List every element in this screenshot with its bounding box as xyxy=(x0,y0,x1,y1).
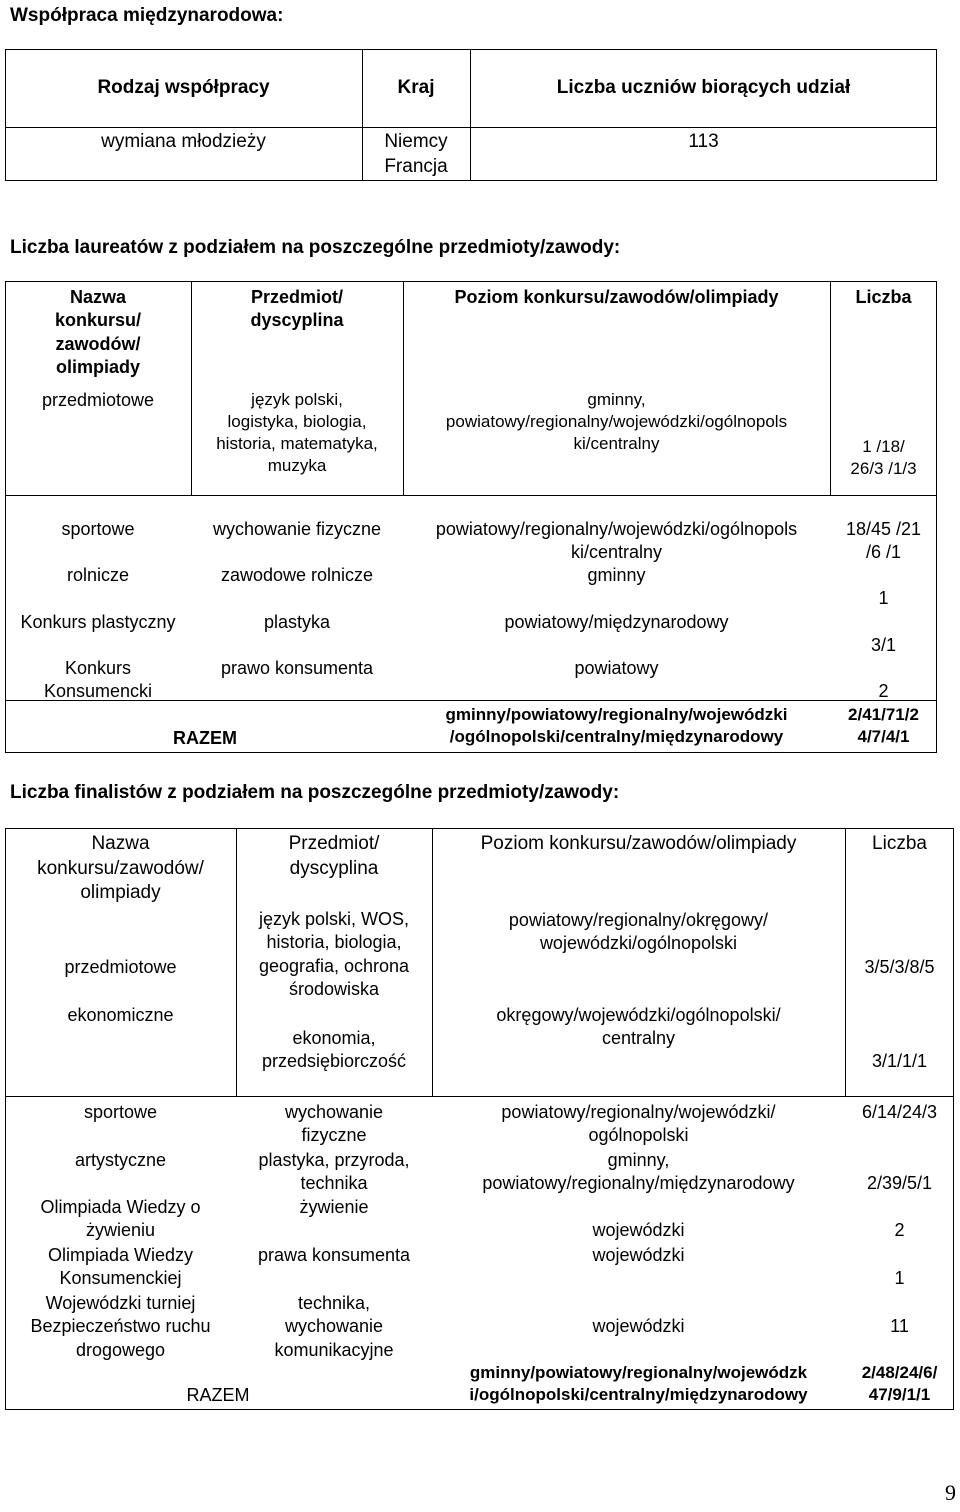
laureates-row-subject: prawo konsumenta xyxy=(220,658,374,678)
laureates-header-name: Nazwa konkursu/ zawodów/ olimpiady xyxy=(54,287,142,378)
finalists-header-subject: Przedmiot/ dyscyplina xyxy=(288,833,380,879)
finalists-row-subject: ekonomia, przedsiębiorczość xyxy=(261,1028,407,1072)
laureates-row-name: rolnicze xyxy=(66,565,130,585)
finalists-row-count: 3/1/1/1 xyxy=(871,1051,928,1071)
header-student-count: Liczba uczniów biorących udział xyxy=(556,77,851,98)
laureates-row-count: 3/1 xyxy=(870,635,897,655)
finalists-row-level: gminny, powiatowy/regionalny/międzynarodowy xyxy=(482,1150,795,1194)
laureates-row-name: Konkurs plastyczny xyxy=(20,612,176,632)
header-country: Kraj xyxy=(397,77,435,98)
laureates-row-name: przedmiotowe xyxy=(41,390,155,410)
laureates-header-subject: Przedmiot/ dyscyplina xyxy=(250,287,344,331)
laureates-row-level: gminny, powiatowy/regionalny/wojewódzki/ogólnopols ki/centralny xyxy=(445,390,788,454)
finalists-row-count: 6/14/24/3 xyxy=(861,1102,938,1122)
laureates-row-count: 2 xyxy=(878,681,889,701)
header-cooperation-type: Rodzaj współpracy xyxy=(97,77,270,98)
finalists-row-name: artystyczne xyxy=(74,1150,167,1170)
finalists-header-count: Liczba xyxy=(872,833,927,854)
finalists-row-level: okręgowy/wojewódzki/ogólnopolski/ centralny xyxy=(496,1005,781,1049)
finalists-row-name: Olimpiada Wiedzy o żywieniu xyxy=(40,1197,201,1241)
cooperation-table xyxy=(5,49,937,181)
laureates-row-level: powiatowy xyxy=(574,658,659,678)
finalists-row-subject: żywienie xyxy=(299,1197,369,1217)
finalists-row-subject: język polski, WOS, historia, biologia, geografia, ochrona środowiska xyxy=(258,909,410,1000)
laureates-row-subject: wychowanie fizyczne xyxy=(212,519,382,539)
laureates-row-count: 1 /18/ 26/3 /1/3 xyxy=(850,437,917,479)
finalists-row-subject: prawa konsumenta xyxy=(257,1245,411,1265)
cell-student-count: 113 xyxy=(688,131,719,152)
laureates-total-count: 2/41/71/2 4/7/4/1 xyxy=(848,705,919,747)
finalists-total-label: RAZEM xyxy=(186,1385,250,1405)
finalists-row-name: przedmiotowe xyxy=(64,957,177,977)
section-heading-finalists: Liczba finalistów z podziałem na poszczególne przedmioty/zawody: xyxy=(10,782,620,803)
finalists-row-count: 2/39/5/1 xyxy=(866,1173,933,1193)
laureates-row-subject: język polski, logistyka, biologia, historia, matematyka, muzyka xyxy=(216,390,378,476)
finalists-row-subject: wychowanie fizyczne xyxy=(284,1102,384,1146)
finalists-row-count: 3/5/3/8/5 xyxy=(864,957,935,977)
finalists-row-count: 2 xyxy=(894,1220,905,1240)
laureates-row-subject: zawodowe rolnicze xyxy=(220,565,374,585)
laureates-total-label: RAZEM xyxy=(173,728,237,748)
laureates-row-level: gminny xyxy=(587,565,646,585)
finalists-row-name: ekonomiczne xyxy=(67,1005,174,1025)
finalists-row-subject: plastyka, przyroda, technika xyxy=(258,1150,410,1194)
finalists-row-name: Olimpiada Wiedzy Konsumenckiej xyxy=(47,1245,194,1289)
finalists-row-level: wojewódzki xyxy=(592,1316,685,1336)
finalists-total-level: gminny/powiatowy/regionalny/wojewódzk i/ogólnopolski/centralny/międzynarodowy xyxy=(469,1363,808,1405)
cell-cooperation-type: wymiana młodzieży xyxy=(101,131,266,152)
laureates-row-subject: plastyka xyxy=(263,612,331,632)
page-number: 9 xyxy=(945,1480,956,1506)
laureates-row-name: sportowe xyxy=(61,519,135,539)
finalists-header-level: Poziom konkursu/zawodów/olimpiady xyxy=(480,833,797,854)
laureates-header-count: Liczba xyxy=(855,287,912,307)
finalists-row-level: wojewódzki xyxy=(592,1220,685,1240)
section-heading-laureates: Liczba laureatów z podziałem na poszczególne przedmioty/zawody: xyxy=(10,237,621,258)
finalists-row-level: wojewódzki xyxy=(592,1245,685,1265)
laureates-row-level: powiatowy/regionalny/wojewódzki/ogólnopols ki/centralny xyxy=(435,519,798,563)
laureates-row-name: Konkurs Konsumencki xyxy=(43,658,153,702)
finalists-row-name: Wojewódzki turniej Bezpieczeństwo ruchu drogowego xyxy=(30,1293,211,1360)
finalists-row-name: sportowe xyxy=(83,1102,158,1122)
finalists-row-level: powiatowy/regionalny/wojewódzki/ ogólnopolski xyxy=(501,1102,776,1146)
finalists-total-count: 2/48/24/6/ 47/9/1/1 xyxy=(861,1363,938,1405)
finalists-header-name: Nazwa konkursu/zawodów/ olimpiady xyxy=(37,833,204,904)
laureates-row-count: 1 xyxy=(878,588,889,608)
finalists-row-level: powiatowy/regionalny/okręgowy/ wojewódzki/ogólnopolski xyxy=(508,910,769,954)
laureates-row-count: 18/45 /21 /6 /1 xyxy=(845,519,922,563)
section-heading-cooperation: Współpraca międzynarodowa: xyxy=(10,5,284,26)
finalists-row-count: 11 xyxy=(890,1316,909,1336)
laureates-header-level: Poziom konkursu/zawodów/olimpiady xyxy=(454,287,779,307)
finalists-row-count: 1 xyxy=(894,1268,905,1288)
laureates-row-level: powiatowy/międzynarodowy xyxy=(504,612,729,632)
cell-country: Niemcy Francja xyxy=(384,131,448,177)
laureates-total-level: gminny/powiatowy/regionalny/wojewódzki /ogólnopolski/centralny/międzynarodowy xyxy=(445,705,788,747)
finalists-row-subject: technika, wychowanie komunikacyjne xyxy=(274,1293,394,1360)
